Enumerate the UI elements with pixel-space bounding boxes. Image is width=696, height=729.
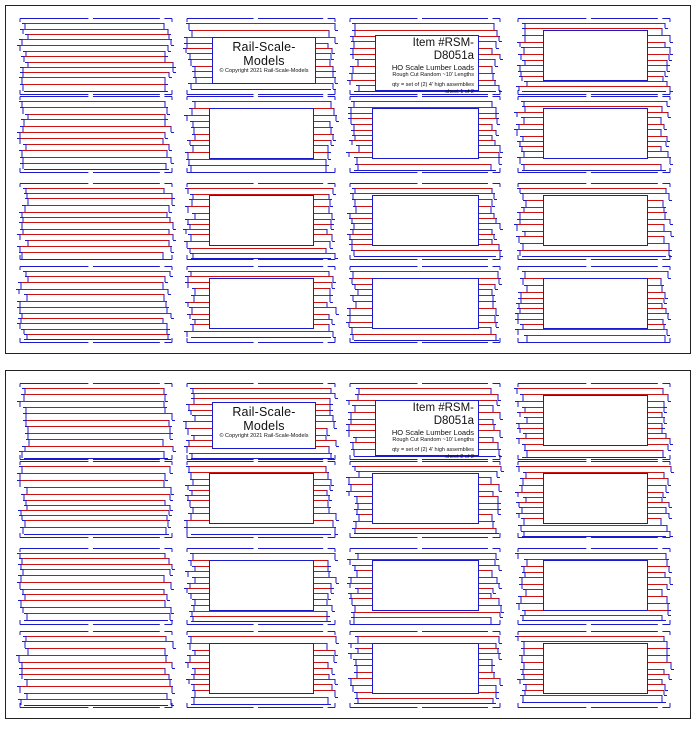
item-lengths: Rough Cut Random ~10' Lengths	[392, 437, 474, 443]
cutout-window	[373, 109, 479, 159]
cutout-window	[544, 279, 648, 329]
item-number: Item #RSM-D8051a	[412, 402, 474, 427]
brand-label	[212, 402, 316, 449]
cutout-window	[210, 561, 314, 611]
item-lengths: Rough Cut Random ~10' Lengths	[392, 72, 474, 78]
brand-copyright: © Copyright 2021 Rail-Scale-Models	[219, 68, 309, 74]
cutout-window	[210, 644, 314, 694]
item-description: HO Scale Lumber Loads	[391, 63, 474, 72]
cutout-window	[544, 109, 648, 159]
item-quantity: qty = set of (2) 4' high assemblies	[392, 447, 474, 453]
brand-name: Rail-Scale-Models	[232, 405, 296, 433]
cutout-window	[210, 474, 314, 524]
cutout-window	[544, 561, 648, 611]
cutout-window	[373, 561, 479, 611]
cutout-window	[210, 196, 314, 246]
item-description: HO Scale Lumber Loads	[391, 428, 474, 437]
brand-copyright: © Copyright 2021 Rail-Scale-Models	[219, 433, 309, 439]
item-number: Item #RSM-D8051a	[412, 37, 474, 62]
brand-label	[212, 37, 316, 84]
item-label	[375, 35, 479, 95]
item-label	[375, 400, 479, 460]
cutout-window	[210, 279, 314, 329]
cutout-window	[373, 474, 479, 524]
cutout-window	[373, 644, 479, 694]
cutout-window	[373, 279, 479, 329]
sheet-number: sheet 2 of 2	[445, 454, 474, 460]
cutout-window	[544, 644, 648, 694]
cutout-window	[210, 109, 314, 159]
brand-name: Rail-Scale-Models	[232, 40, 296, 68]
cutout-window	[544, 31, 648, 81]
cutout-window	[373, 196, 479, 246]
cutout-window	[544, 474, 648, 524]
sheet-number: sheet 1 of 2	[445, 89, 474, 95]
cutout-window	[544, 196, 648, 246]
cutout-window	[544, 396, 648, 446]
item-quantity: qty = set of (2) 4' high assemblies	[392, 82, 474, 88]
